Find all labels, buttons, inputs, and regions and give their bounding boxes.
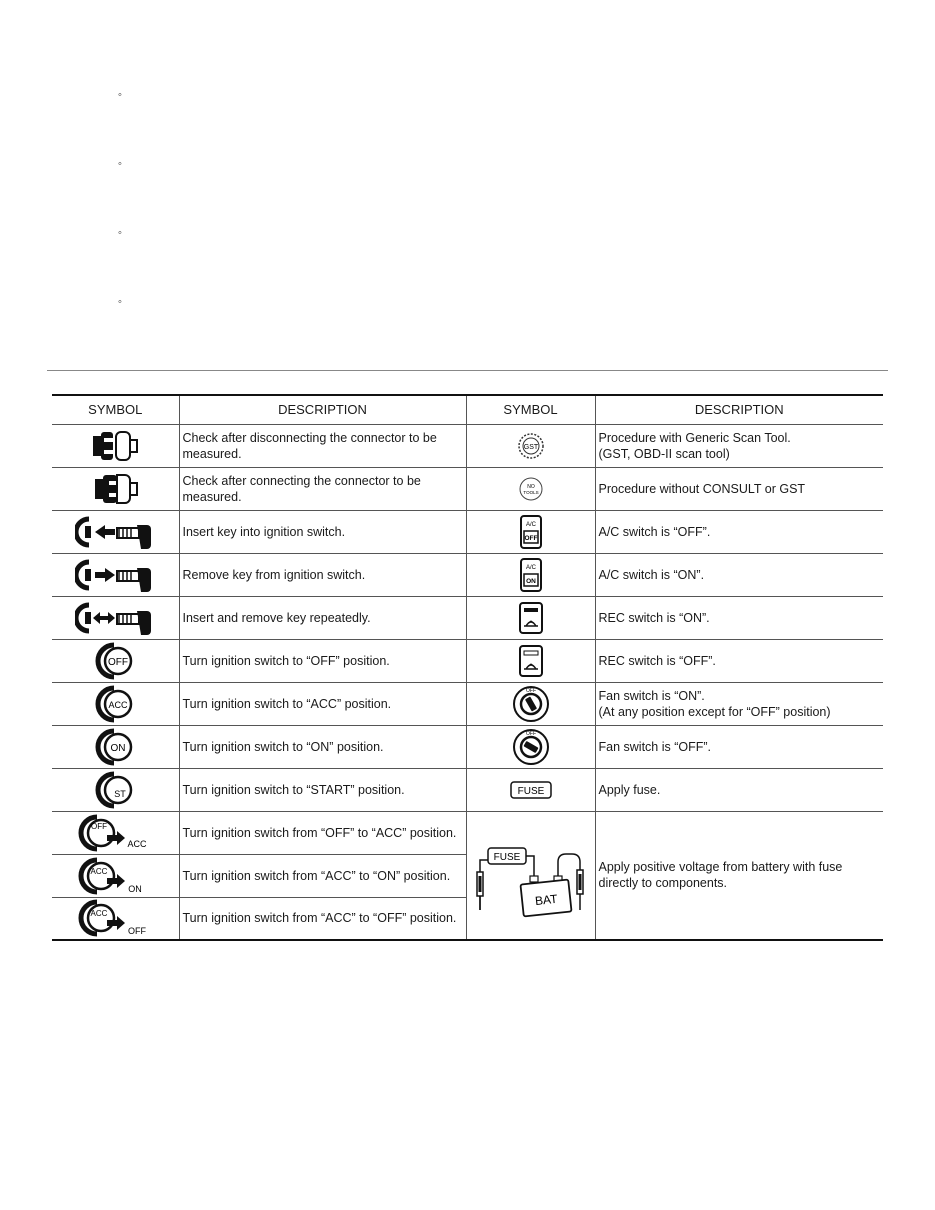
- rec-on-icon: [466, 596, 595, 639]
- description-cell: Fan switch is “ON”. (At any position except for “OFF” position): [595, 682, 883, 725]
- ignition-on-icon: [52, 725, 179, 768]
- description-cell: Insert and remove key repeatedly.: [179, 596, 466, 639]
- description-cell: Turn ignition switch to “OFF” position.: [179, 639, 466, 682]
- svg-text:OFF: OFF: [525, 687, 536, 694]
- table-row: [52, 510, 883, 553]
- ignition-acc-to-off-icon: [52, 897, 179, 940]
- list-item: ◦: [118, 227, 122, 239]
- svg-text:ACC: ACC: [90, 866, 108, 876]
- svg-text:A/C: A/C: [525, 564, 536, 571]
- list-item: ◦: [118, 158, 122, 170]
- table-header-row: [52, 395, 883, 424]
- svg-text:ACC: ACC: [90, 909, 108, 919]
- column-header: DESCRIPTION: [179, 395, 466, 424]
- description-cell: Fan switch is “OFF”.: [595, 725, 883, 768]
- connector-disconnected-icon: [52, 424, 179, 467]
- description-cell: Check after disconnecting the connector to be measured.: [179, 424, 466, 467]
- insert-remove-key-icon: [52, 596, 179, 639]
- description-cell: Turn ignition switch from “ACC” to “ON” position.: [179, 854, 466, 897]
- description-cell: Turn ignition switch from “ACC” to “OFF” position.: [179, 897, 466, 940]
- rec-off-icon: [466, 639, 595, 682]
- ignition-acc-to-on-icon: [52, 854, 179, 897]
- table-row: [52, 424, 883, 467]
- svg-text:OFF: OFF: [525, 730, 536, 737]
- description-cell: Turn ignition switch from “OFF” to “ACC” position.: [179, 811, 466, 854]
- battery-fuse-icon: [466, 811, 595, 940]
- bullet-list: [118, 88, 122, 364]
- description-cell: Insert key into ignition switch.: [179, 510, 466, 553]
- remove-key-icon: [52, 553, 179, 596]
- insert-key-icon: [52, 510, 179, 553]
- ignition-off-icon: [52, 639, 179, 682]
- description-cell: A/C switch is “OFF”.: [595, 510, 883, 553]
- svg-text:FUSE: FUSE: [517, 785, 544, 797]
- fan-off-icon: [466, 725, 595, 768]
- description-cell: Turn ignition switch to “ACC” position.: [179, 682, 466, 725]
- ac-off-icon: [466, 510, 595, 553]
- symbol-table: [52, 394, 883, 941]
- description-cell: Apply positive voltage from battery with fuse directly to components.: [595, 811, 883, 940]
- svg-text:OFF: OFF: [91, 821, 108, 831]
- svg-text:NO: NO: [526, 483, 535, 490]
- table-row: [52, 682, 883, 725]
- column-header: SYMBOL: [466, 395, 595, 424]
- description-cell: A/C switch is “ON”.: [595, 553, 883, 596]
- svg-text:FUSE: FUSE: [493, 852, 520, 864]
- fuse-icon: [466, 768, 595, 811]
- description-cell: Apply fuse.: [595, 768, 883, 811]
- ignition-off-to-acc-icon: [52, 811, 179, 854]
- list-item: ◦: [118, 89, 122, 101]
- list-item: ◦: [118, 296, 122, 308]
- ignition-acc-icon: [52, 682, 179, 725]
- svg-text:GST: GST: [523, 443, 538, 451]
- svg-text:OFF: OFF: [524, 534, 537, 542]
- svg-text:ACC: ACC: [127, 838, 147, 849]
- gst-icon: [466, 424, 595, 467]
- column-header: SYMBOL: [52, 395, 179, 424]
- svg-text:A/C: A/C: [525, 521, 536, 528]
- description-cell: REC switch is “ON”.: [595, 596, 883, 639]
- table-row: [52, 553, 883, 596]
- table-row: [52, 467, 883, 510]
- svg-text:ON: ON: [128, 883, 142, 894]
- svg-text:OFF: OFF: [108, 656, 129, 668]
- description-cell: Remove key from ignition switch.: [179, 553, 466, 596]
- section-divider: [47, 370, 888, 371]
- table-row: [52, 639, 883, 682]
- table-row: [52, 725, 883, 768]
- description-cell: Turn ignition switch to “START” position.: [179, 768, 466, 811]
- column-header: DESCRIPTION: [595, 395, 883, 424]
- description-cell: Turn ignition switch to “ON” position.: [179, 725, 466, 768]
- no-tools-icon: [466, 467, 595, 510]
- svg-text:ON: ON: [525, 577, 536, 585]
- description-cell: Procedure with Generic Scan Tool. (GST, OBD-II scan tool): [595, 424, 883, 467]
- svg-text:TOOLS: TOOLS: [522, 489, 539, 495]
- svg-text:BAT: BAT: [533, 892, 558, 909]
- svg-text:ACC: ACC: [108, 699, 128, 710]
- description-cell: Check after connecting the connector to be measured.: [179, 467, 466, 510]
- ac-on-icon: [466, 553, 595, 596]
- table-row: [52, 768, 883, 811]
- svg-text:OFF: OFF: [128, 926, 147, 937]
- table-row: [52, 811, 883, 854]
- svg-text:ON: ON: [110, 742, 126, 754]
- ignition-start-icon: [52, 768, 179, 811]
- connector-connected-icon: [52, 467, 179, 510]
- description-cell: REC switch is “OFF”.: [595, 639, 883, 682]
- table-row: [52, 596, 883, 639]
- fan-on-icon: [466, 682, 595, 725]
- svg-text:ST: ST: [114, 788, 127, 799]
- description-cell: Procedure without CONSULT or GST: [595, 467, 883, 510]
